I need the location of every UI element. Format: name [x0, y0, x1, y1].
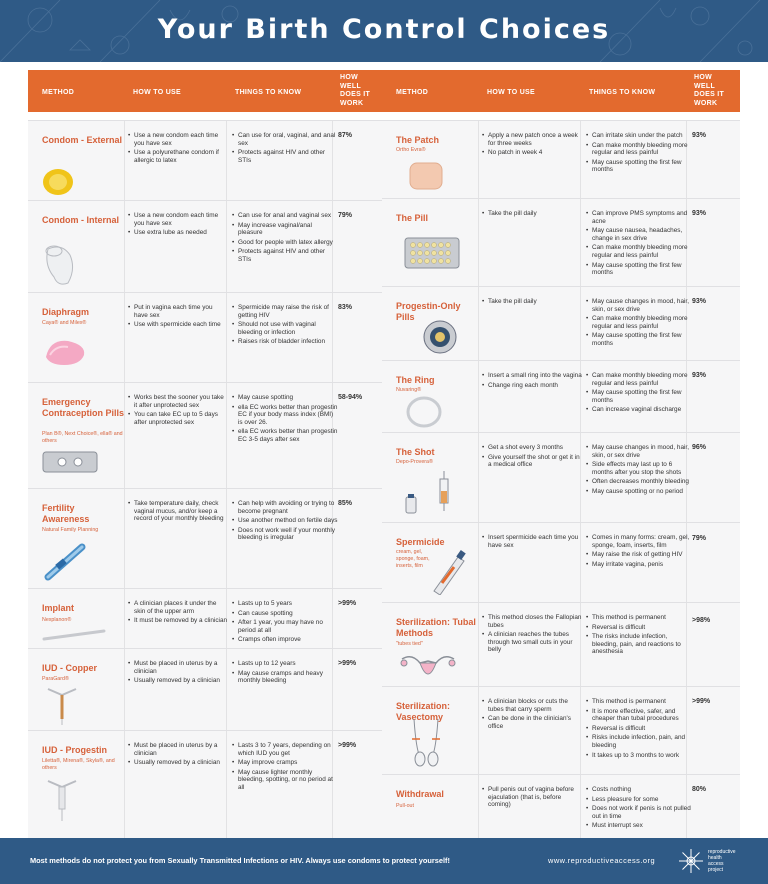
- know-item: • May increase vaginal/anal pleasure: [232, 222, 338, 237]
- how-to-use-list: [128, 304, 228, 331]
- how-to-use-list: [128, 132, 228, 166]
- implant-rod-icon: [42, 627, 108, 643]
- method-brands: Plan B®, Next Choice®, ella® and others: [42, 431, 123, 444]
- know-item: • Can make monthly bleeding more regular and less painful: [586, 142, 692, 157]
- method-row-iud-copper: [28, 648, 386, 730]
- ring-icon: [404, 395, 444, 429]
- copper-iud-icon: [44, 685, 80, 725]
- know-item: • Lasts up to 5 years: [232, 600, 338, 608]
- effectiveness-value: 79%: [692, 535, 707, 542]
- method-brands: Nuvaring®: [396, 387, 422, 393]
- patch-icon: [408, 161, 444, 191]
- logo-line: access: [708, 861, 724, 867]
- effectiveness-value: 58-94%: [338, 394, 363, 401]
- method-name: Diaphragm: [42, 307, 90, 317]
- method-name: Condom - External: [42, 135, 123, 145]
- how-item: • A clinician reaches the tubes through two small cuts in your belly: [482, 631, 582, 654]
- header-how-well: HOW WELL DOES IT WORK: [340, 74, 371, 107]
- how-to-use-list: [482, 444, 582, 471]
- method-row-withdrawal: [382, 774, 740, 838]
- method-brands: Pull-out: [396, 803, 414, 809]
- know-item: • May irritate vagina, penis: [586, 561, 692, 569]
- know-item: • Costs nothing: [586, 786, 692, 794]
- things-to-know-list: [586, 298, 692, 350]
- know-item: • Can help with avoiding or trying to become pregnant: [232, 500, 338, 515]
- know-item: • Lasts up to 12 years: [232, 660, 338, 668]
- method-name: Sterilization: Vasectomy: [396, 701, 451, 722]
- method-row-shot: [382, 432, 740, 522]
- method-brands: Natural Family Planning: [42, 527, 99, 533]
- know-item: • Can improve PMS symptoms and acne: [586, 210, 692, 225]
- footer-banner: [0, 838, 768, 884]
- know-item: • Lasts 3 to 7 years, depending on which IUD you get: [232, 742, 338, 757]
- know-item: • Can use for anal and vaginal sex: [232, 212, 338, 220]
- effectiveness-value: 87%: [338, 132, 353, 139]
- things-to-know-list: [586, 372, 692, 416]
- method-name: Condom - Internal: [42, 215, 119, 225]
- how-item: • Take the pill daily: [482, 210, 582, 218]
- know-item: • Reversal is difficult: [586, 624, 692, 632]
- method-row-spermicide: [382, 522, 740, 602]
- internal-condom-icon: [40, 241, 80, 287]
- things-to-know-list: [232, 600, 338, 646]
- know-item: • The risks include infection, bleeding, pain, and reactions to anesthesia: [586, 633, 692, 656]
- thermometer-icon: [42, 541, 92, 581]
- effectiveness-value: >99%: [338, 600, 357, 607]
- know-item: • Good for people with latex allergy: [232, 239, 338, 247]
- header-method: METHOD: [396, 89, 429, 96]
- logo-wordmark: [708, 849, 758, 873]
- how-item: • Take temperature daily, check vaginal mucus, and/or keep a record of your monthly bleeding: [128, 500, 228, 523]
- how-item: • Put in vagina each time you have sex: [128, 304, 228, 319]
- effectiveness-value: 93%: [692, 210, 707, 217]
- logo-line: project: [708, 867, 724, 873]
- how-to-use-list: [482, 614, 582, 656]
- know-item: • Side effects may last up to 6 months after you stop the shots: [586, 461, 692, 476]
- method-name: Withdrawal: [396, 789, 444, 799]
- method-row-vasectomy: [382, 686, 740, 774]
- header-things-to-know: THINGS TO KNOW: [235, 89, 302, 96]
- know-item: • ella EC works better than progestin EC 3-5 days after sex: [232, 428, 338, 443]
- things-to-know-list: [586, 132, 692, 176]
- how-item: • No patch in week 4: [482, 149, 582, 157]
- how-to-use-list: [128, 600, 228, 627]
- method-row-implant: [28, 588, 386, 648]
- effectiveness-value: 85%: [338, 500, 353, 507]
- method-row-tubal-sterilization: [382, 602, 740, 686]
- how-item: • Usually removed by a clinician: [128, 677, 228, 685]
- how-item: • Can be done in the clinician's office: [482, 715, 582, 730]
- vasectomy-icon: [406, 717, 446, 767]
- know-item: • This method is permanent: [586, 614, 692, 622]
- header-method: METHOD: [42, 89, 75, 96]
- know-item: • Comes in many forms: cream, gel, sponge, foam, inserts, film: [586, 534, 692, 549]
- how-to-use-list: [128, 212, 228, 239]
- know-item: • May cause spotting the first few months: [586, 159, 692, 174]
- how-item: • Insert spermicide each time you have sex: [482, 534, 582, 549]
- things-to-know-list: [232, 394, 338, 446]
- method-name: IUD - Copper: [42, 663, 97, 673]
- method-row-iud-progestin: [28, 730, 386, 838]
- effectiveness-value: 80%: [692, 786, 707, 793]
- know-item: • Can make monthly bleeding more regular and less painful: [586, 244, 692, 259]
- know-item: • Does not work if penis is not pulled out in time: [586, 805, 692, 820]
- know-item: • May cause cramps and heavy monthly bleeding: [232, 670, 338, 685]
- page-title: Your Birth Control Choices: [157, 14, 611, 45]
- how-to-use-list: [128, 660, 228, 687]
- method-name: Progestin-Only Pills: [396, 301, 461, 322]
- effectiveness-value: >99%: [692, 698, 711, 705]
- know-item: • May cause spotting the first few months: [586, 389, 692, 404]
- method-row-diaphragm: [28, 292, 386, 382]
- know-item: • Must interrupt sex: [586, 822, 692, 830]
- diaphragm-icon: [42, 335, 88, 369]
- know-item: • Can increase vaginal discharge: [586, 406, 692, 414]
- method-name: Spermicide: [396, 537, 445, 547]
- how-to-use-list: [128, 742, 228, 769]
- know-item: • May cause spotting the first few months: [586, 262, 692, 277]
- things-to-know-list: [586, 534, 692, 570]
- effectiveness-value: 83%: [338, 304, 353, 311]
- method-name: The Pill: [396, 213, 429, 223]
- how-to-use-list: [482, 210, 582, 220]
- how-item: • Usually removed by a clinician: [128, 759, 228, 767]
- uterus-icon: [398, 651, 458, 681]
- method-name: Fertility Awareness: [42, 503, 90, 524]
- method-name: Emergency Contraception Pills: [42, 397, 125, 418]
- know-item: • Risks include infection, pain, and bleeding: [586, 734, 692, 749]
- things-to-know-list: [586, 210, 692, 279]
- method-brands: Depo-Provera®: [396, 459, 433, 465]
- logo-line: health: [708, 855, 722, 861]
- header-things-to-know: THINGS TO KNOW: [589, 89, 656, 96]
- right-methods-table: [382, 70, 740, 838]
- things-to-know-list: [232, 132, 338, 166]
- header-how-to-use: HOW TO USE: [133, 89, 181, 96]
- ec-pill-pack-icon: [42, 449, 98, 475]
- know-item: • Does not work well if your monthly bleeding is irregular: [232, 527, 338, 542]
- method-row-patch: [382, 120, 740, 198]
- know-item: • Can use for oral, vaginal, and anal sex: [232, 132, 338, 147]
- know-item: • After 1 year, you may have no period at all: [232, 619, 338, 634]
- how-item: • Must be placed in uterus by a clinician: [128, 660, 228, 675]
- know-item: • May cause spotting or no period: [586, 488, 692, 496]
- how-to-use-list: [482, 372, 582, 391]
- method-row-ring: [382, 360, 740, 432]
- how-to-use-list: [482, 786, 582, 811]
- things-to-know-list: [232, 212, 338, 266]
- effectiveness-value: 96%: [692, 444, 707, 451]
- know-item: • May cause changes in mood, hair, skin, or sex drive: [586, 444, 692, 459]
- method-name: The Patch: [396, 135, 440, 145]
- effectiveness-value: 93%: [692, 132, 707, 139]
- logo-line: reproductive: [708, 849, 736, 855]
- how-item: • Change ring each month: [482, 382, 582, 390]
- know-item: • Can cause spotting: [232, 610, 338, 618]
- know-item: • Spermicide may raise the risk of getting HIV: [232, 304, 338, 319]
- how-item: • Get a shot every 3 months: [482, 444, 582, 452]
- how-item: • Use a new condom each time you have sex: [128, 212, 228, 227]
- pill-pack-icon: [404, 237, 460, 269]
- spermicide-tube-icon: [428, 549, 468, 595]
- know-item: • Can irritate skin under the patch: [586, 132, 692, 140]
- know-item: • This method is permanent: [586, 698, 692, 706]
- external-condom-icon: [40, 166, 78, 198]
- how-item: • Use extra lube as needed: [128, 229, 228, 237]
- progestin-iud-icon: [44, 777, 80, 823]
- know-item: • Can make monthly bleeding more regular and less painful: [586, 315, 692, 330]
- how-item: • Use a new condom each time you have sex: [128, 132, 228, 147]
- syringe-icon: [404, 467, 460, 517]
- method-row-emergency-contraception: [28, 382, 386, 488]
- things-to-know-list: [586, 614, 692, 658]
- things-to-know-list: [232, 304, 338, 348]
- things-to-know-list: [586, 698, 692, 761]
- method-name: Sterilization: Tubal Methods: [396, 617, 476, 638]
- how-item: • You can take EC up to 5 days after unprotected sex: [128, 411, 228, 426]
- how-item: • Give yourself the shot or get it in a medical office: [482, 454, 582, 469]
- how-to-use-list: [128, 394, 228, 428]
- method-row-fertility-awareness: [28, 488, 386, 588]
- method-name: The Shot: [396, 447, 435, 457]
- know-item: • Less pleasure for some: [586, 796, 692, 804]
- how-item: • Apply a new patch once a week for three weeks: [482, 132, 582, 147]
- method-brands: Caya® and Milex®: [42, 320, 87, 326]
- how-item: • A clinician places it under the skin of the upper arm: [128, 600, 228, 615]
- know-item: • May raise the risk of getting HIV: [586, 551, 692, 559]
- know-item: • May cause spotting the first few months: [586, 332, 692, 347]
- how-item: • Insert a small ring into the vagina: [482, 372, 582, 380]
- effectiveness-value: >99%: [338, 660, 357, 667]
- right-table-header: [382, 70, 740, 112]
- know-item: • It is more effective, safer, and cheaper than tubal procedures: [586, 708, 692, 723]
- know-item: • Use another method on fertile days: [232, 517, 338, 525]
- know-item: • May cause changes in mood, hair, skin, or sex drive: [586, 298, 692, 313]
- method-name: Implant: [42, 603, 75, 613]
- how-to-use-list: [482, 298, 582, 308]
- method-brands: Liletta®, Mirena®, Skyla®, and others: [42, 758, 115, 771]
- know-item: • ella EC works better than progestin EC if your body mass index (BMI) is over 26.: [232, 404, 338, 427]
- know-item: • Should not use with vaginal bleeding or infection: [232, 321, 338, 336]
- how-item: • Works best the sooner you take it after unprotected sex: [128, 394, 228, 409]
- how-to-use-list: [482, 132, 582, 159]
- know-item: • Often decreases monthly bleeding: [586, 478, 692, 486]
- things-to-know-list: [586, 444, 692, 498]
- header-how-to-use: HOW TO USE: [487, 89, 535, 96]
- things-to-know-list: [586, 786, 692, 832]
- effectiveness-value: 79%: [338, 212, 353, 219]
- know-item: • Cramps often improve: [232, 636, 338, 644]
- how-item: • Use with spermicide each time: [128, 321, 228, 329]
- how-item: • Pull penis out of vagina before ejaculation (that is, before coming): [482, 786, 582, 809]
- method-row-progestin-only-pills: [382, 286, 740, 360]
- how-to-use-list: [482, 698, 582, 732]
- round-pill-pack-icon: [422, 319, 458, 355]
- know-item: • May cause spotting: [232, 394, 338, 402]
- method-name: IUD - Progestin: [42, 745, 108, 755]
- how-item: • Must be placed in uterus by a clinician: [128, 742, 228, 757]
- method-name: The Ring: [396, 375, 435, 385]
- how-to-use-list: [128, 500, 228, 525]
- effectiveness-value: 93%: [692, 298, 707, 305]
- things-to-know-list: [232, 742, 338, 794]
- method-brands: "tubes tied": [396, 641, 423, 647]
- know-item: • May cause nausea, headaches, change in sex drive: [586, 227, 692, 242]
- method-brands: Nexplanon®: [42, 617, 72, 623]
- method-brands: cream, gel, sponge, foam, inserts, film: [396, 549, 430, 569]
- effectiveness-value: >98%: [692, 617, 711, 624]
- website-link[interactable]: www.reproductiveaccess.org: [548, 856, 656, 865]
- know-item: • Protects against HIV and other STIs: [232, 149, 338, 164]
- know-item: • It takes up to 3 months to work: [586, 752, 692, 760]
- left-methods-table: [28, 70, 386, 838]
- how-item: • Take the pill daily: [482, 298, 582, 306]
- how-item: • Use a polyurethane condom if allergic to latex: [128, 149, 228, 164]
- effectiveness-value: >99%: [338, 742, 357, 749]
- footer-disclaimer: Most methods do not protect you from Sexually Transmitted Infections or HIV. Always use condoms to protect yourself!: [30, 856, 450, 865]
- method-brands: Ortho Evra®: [396, 147, 426, 153]
- method-row-pill: [382, 198, 740, 286]
- method-row-condom-internal: [28, 200, 386, 292]
- how-item: • It must be removed by a clinician: [128, 617, 228, 625]
- know-item: • Can make monthly bleeding more regular and less painful: [586, 372, 692, 387]
- know-item: • May cause lighter monthly bleeding, spotting, or no period at all: [232, 769, 338, 792]
- how-item: • A clinician blocks or cuts the tubes that carry sperm: [482, 698, 582, 713]
- rhap-logo-icon: [676, 846, 706, 876]
- know-item: • Raises risk of bladder infection: [232, 338, 338, 346]
- know-item: • Protects against HIV and other STIs: [232, 248, 338, 263]
- method-row-condom-external: [28, 120, 386, 200]
- title-banner: [0, 0, 768, 62]
- know-item: • May improve cramps: [232, 759, 338, 767]
- things-to-know-list: [232, 500, 338, 544]
- how-to-use-list: [482, 534, 582, 551]
- method-brands: ParaGard®: [42, 676, 69, 682]
- left-table-header: [28, 70, 386, 112]
- header-how-well: HOW WELL DOES IT WORK: [694, 74, 725, 107]
- how-item: • This method closes the Fallopian tubes: [482, 614, 582, 629]
- know-item: • Reversal is difficult: [586, 725, 692, 733]
- things-to-know-list: [232, 660, 338, 687]
- effectiveness-value: 93%: [692, 372, 707, 379]
